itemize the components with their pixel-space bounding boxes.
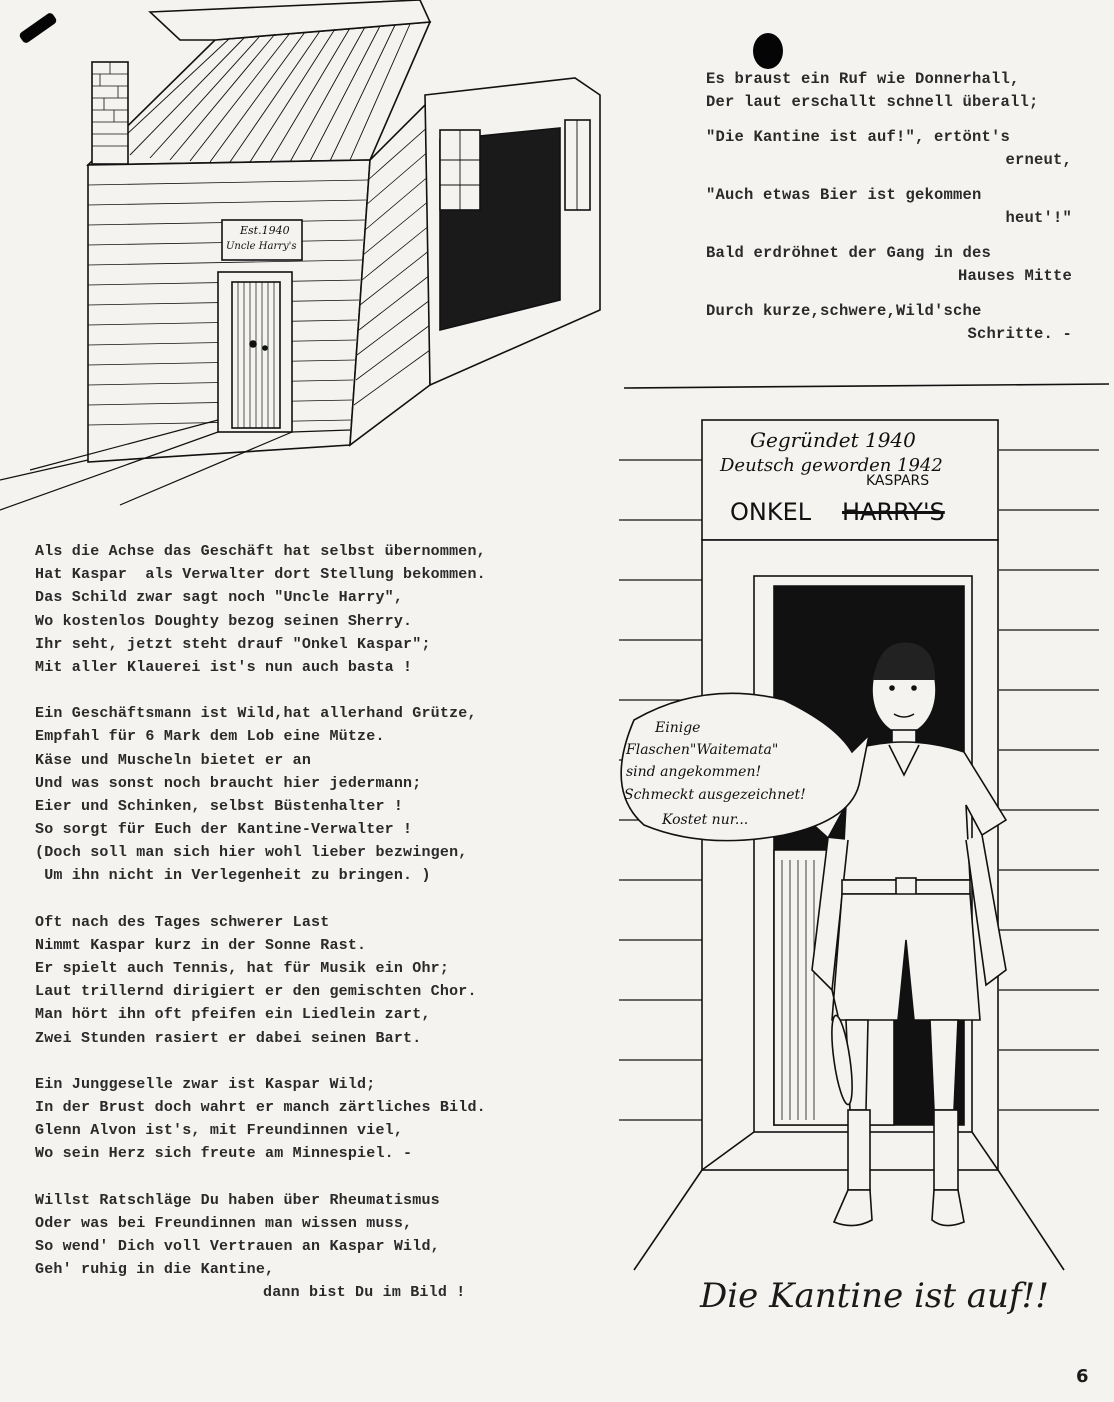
verse-line: Oder was bei Freundinnen man wissen muss, bbox=[35, 1214, 413, 1232]
verse-line: Empfahl für 6 Mark dem Lob eine Mütze. bbox=[35, 728, 385, 746]
verse-line: Glenn Alvon ist's, mit Freundinnen viel, bbox=[35, 1122, 404, 1140]
stanza bbox=[35, 540, 615, 679]
stanza bbox=[35, 911, 615, 1050]
verse-line: Käse und Muscheln bietet er an bbox=[35, 751, 312, 769]
kaspar-sign-struck: HARRY'S bbox=[842, 498, 945, 526]
punch-hole bbox=[753, 33, 783, 69]
verse-line: So sorgt für Euch der Kantine-Verwalter ! bbox=[35, 821, 413, 839]
speech-bubble-line: sind angekommen! bbox=[626, 764, 762, 780]
poem-top-line: Bald erdröhnet der Gang in des bbox=[706, 244, 992, 262]
hut-drawing bbox=[0, 0, 620, 520]
verse-line: Laut trillernd dirigiert er den gemischten Chor. bbox=[35, 983, 477, 1001]
caption: Die Kantine ist auf!! bbox=[700, 1276, 1049, 1316]
stanza bbox=[35, 702, 615, 888]
verse-line: (Doch soll man sich hier wohl lieber bezwingen, bbox=[35, 844, 468, 862]
kaspar-sign-german: Deutsch geworden 1942 bbox=[720, 455, 943, 476]
poem-top bbox=[706, 68, 1086, 358]
speech-bubble-line: Schmeckt ausgezeichnet! bbox=[624, 787, 806, 803]
speech-bubble-line: Flaschen"Waitemata" bbox=[626, 742, 779, 758]
verses bbox=[35, 540, 615, 1327]
verse-line: Und was sonst noch braucht hier jedermann; bbox=[35, 774, 422, 792]
hut-sign-established: Est.1940 bbox=[240, 224, 290, 237]
verse-line: Ein Junggeselle zwar ist Kaspar Wild; bbox=[35, 1075, 376, 1093]
verse-line: dann bist Du im Bild ! bbox=[263, 1284, 466, 1302]
verse-line: Oft nach des Tages schwerer Last bbox=[35, 913, 330, 931]
verse-line: Mit aller Klauerei ist's nun auch basta ! bbox=[35, 658, 413, 676]
hut-sign-name: Uncle Harry's bbox=[226, 241, 297, 252]
poem-top-line: Es braust ein Ruf wie Donnerhall, bbox=[706, 70, 1020, 88]
verse-line: Um ihn nicht in Verlegenheit zu bringen. ) bbox=[35, 867, 431, 885]
stanza bbox=[35, 1189, 615, 1305]
speech-bubble-line: Kostet nur... bbox=[662, 812, 749, 828]
speech-bubble-line: Einige bbox=[655, 720, 701, 736]
poem-top-line: Hauses Mitte bbox=[957, 267, 1072, 285]
verse-line: Als die Achse das Geschäft hat selbst übernommen, bbox=[35, 543, 486, 560]
poem-top-line: Der laut erschallt schnell überall; bbox=[706, 93, 1039, 111]
verse-line: Zwei Stunden rasiert er dabei seinen Bart. bbox=[35, 1029, 422, 1047]
verse-line: Das Schild zwar sagt noch "Uncle Harry", bbox=[35, 589, 404, 607]
verse-line: Ein Geschäftsmann ist Wild,hat allerhand Grütze, bbox=[35, 705, 477, 723]
verse-line: Ihr seht, jetzt steht drauf "Onkel Kaspar"; bbox=[35, 635, 431, 653]
verse-line: So wend' Dich voll Vertrauen an Kaspar Wild, bbox=[35, 1237, 440, 1255]
verse-line: Geh' ruhig in die Kantine, bbox=[35, 1261, 275, 1279]
verse-line: Man hört ihn oft pfeifen ein Liedlein zart, bbox=[35, 1006, 431, 1024]
poem-top-line: erneut, bbox=[1005, 151, 1072, 169]
poem-top-line: Durch kurze,schwere,Wild'sche bbox=[706, 302, 982, 320]
stanza bbox=[35, 1073, 615, 1166]
kaspar-sign-onkel: ONKEL bbox=[730, 498, 812, 526]
verse-line: Hat Kaspar als Verwalter dort Stellung bekommen. bbox=[35, 566, 486, 584]
kaspar-sign-inserted: KASPARS bbox=[866, 473, 930, 489]
page-number: 6 bbox=[1076, 1366, 1089, 1387]
poem-top-line: heut'!" bbox=[1005, 209, 1072, 227]
verse-line: In der Brust doch wahrt er manch zärtliches Bild. bbox=[35, 1098, 486, 1116]
kaspar-sign-founded: Gegründet 1940 bbox=[750, 428, 916, 452]
verse-line: Nimmt Kaspar kurz in der Sonne Rast. bbox=[35, 936, 367, 954]
poem-top-line: Schritte. - bbox=[967, 325, 1072, 343]
poem-top-line: "Auch etwas Bier ist gekommen bbox=[706, 186, 982, 204]
verse-line: Willst Ratschläge Du haben über Rheumatismus bbox=[35, 1191, 440, 1209]
verse-line: Eier und Schinken, selbst Büstenhalter ! bbox=[35, 797, 404, 815]
verse-line: Wo kostenlos Doughty bezog seinen Sherry. bbox=[35, 612, 413, 630]
poem-top-line: "Die Kantine ist auf!", ertönt's bbox=[706, 128, 1011, 146]
verse-line: Er spielt auch Tennis, hat für Musik ein Ohr; bbox=[35, 960, 450, 977]
verse-line: Wo sein Herz sich freute am Minnespiel. - bbox=[35, 1145, 413, 1163]
